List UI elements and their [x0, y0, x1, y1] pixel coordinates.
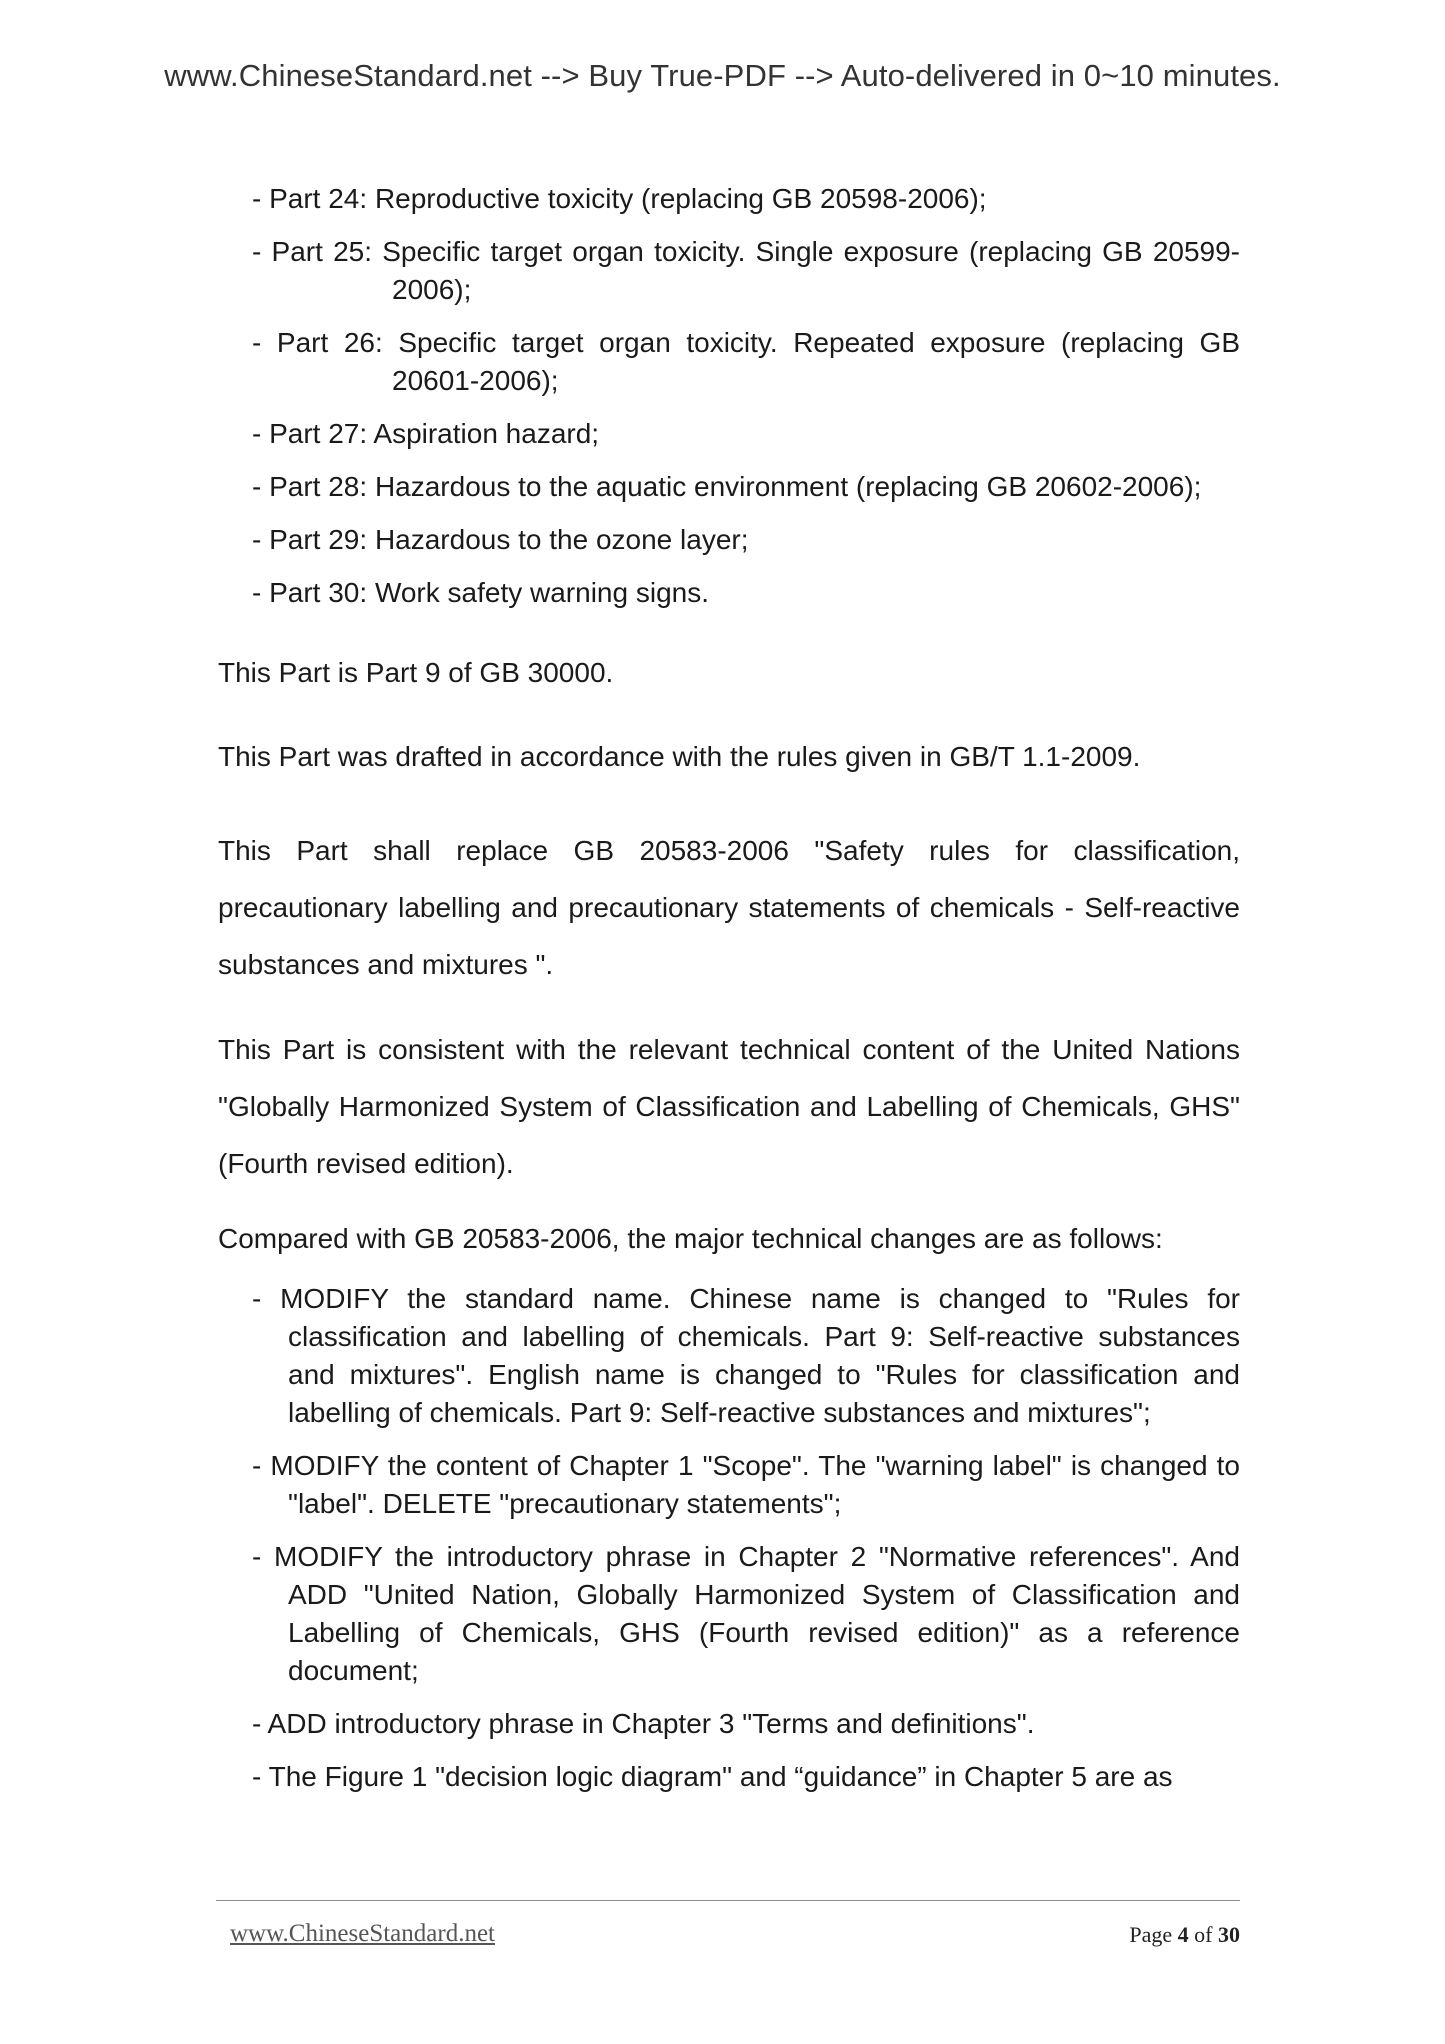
- list-item: - Part 29: Hazardous to the ozone layer;: [252, 524, 749, 555]
- list-item: - MODIFY the content of Chapter 1 "Scope". The "warning label" is changed to "label". DELETE "precautionary statements";: [252, 1450, 1240, 1519]
- list-item: - The Figure 1 "decision logic diagram" and “guidance” in Chapter 5 are as: [252, 1761, 1173, 1792]
- page-of: of: [1194, 1922, 1213, 1947]
- footer-divider: [216, 1900, 1240, 1901]
- paragraph: This Part was drafted in accordance with the rules given in GB/T 1.1-2009.: [218, 741, 1141, 772]
- list-item: - Part 25: Specific target organ toxicity. Single exposure (replacing GB 20599-2006);: [252, 236, 1240, 305]
- parts-list: [218, 180, 1240, 612]
- header-banner[interactable]: www.ChineseStandard.net --> Buy True-PDF --> Auto-delivered in 0~10 minutes.: [164, 58, 1281, 93]
- paragraph: This Part shall replace GB 20583-2006 "Safety rules for classification, precautionary labelling and precautionary statements of chemicals - Self-reactive substances and mixtures ".: [218, 835, 1240, 980]
- page-total: 30: [1218, 1922, 1240, 1947]
- list-item: - Part 26: Specific target organ toxicity. Repeated exposure (replacing GB 20601-2006);: [252, 327, 1240, 396]
- list-item: - MODIFY the standard name. Chinese name is changed to "Rules for classification and labelling of chemicals. Part 9: Self-reactive substances and mixtures". English name is changed to "Rules for classification and labelling of chemicals. Part 9: Self-reactive substances and mixtures";: [252, 1283, 1240, 1428]
- list-item: - ADD introductory phrase in Chapter 3 "Terms and definitions".: [252, 1708, 1035, 1739]
- list-item: - Part 30: Work safety warning signs.: [252, 577, 709, 608]
- list-item: - Part 27: Aspiration hazard;: [252, 418, 600, 449]
- paragraph: This Part is consistent with the relevant technical content of the United Nations "Globally Harmonized System of Classification and Labelling of Chemicals, GHS" (Fourth revised edition).: [218, 1034, 1240, 1179]
- page-word: Page: [1129, 1922, 1173, 1947]
- list-item: - Part 28: Hazardous to the aquatic environment (replacing GB 20602-2006);: [252, 471, 1202, 502]
- changes-list: [218, 1280, 1240, 1796]
- list-item: - MODIFY the introductory phrase in Chapter 2 "Normative references". And ADD "United Nation, Globally Harmonized System of Classification and Labelling of Chemicals, GHS (Fourth revised edition)" as a reference document;: [252, 1541, 1240, 1686]
- document-body: [218, 180, 1240, 1811]
- footer-link[interactable]: www.ChineseStandard.net: [230, 1920, 495, 1947]
- list-item: - Part 24: Reproductive toxicity (replacing GB 20598-2006);: [252, 183, 987, 214]
- paragraph: Compared with GB 20583-2006, the major technical changes are as follows:: [218, 1223, 1163, 1254]
- page-number: [1129, 1922, 1240, 1948]
- page-current: 4: [1177, 1922, 1189, 1947]
- paragraph: This Part is Part 9 of GB 30000.: [218, 657, 614, 688]
